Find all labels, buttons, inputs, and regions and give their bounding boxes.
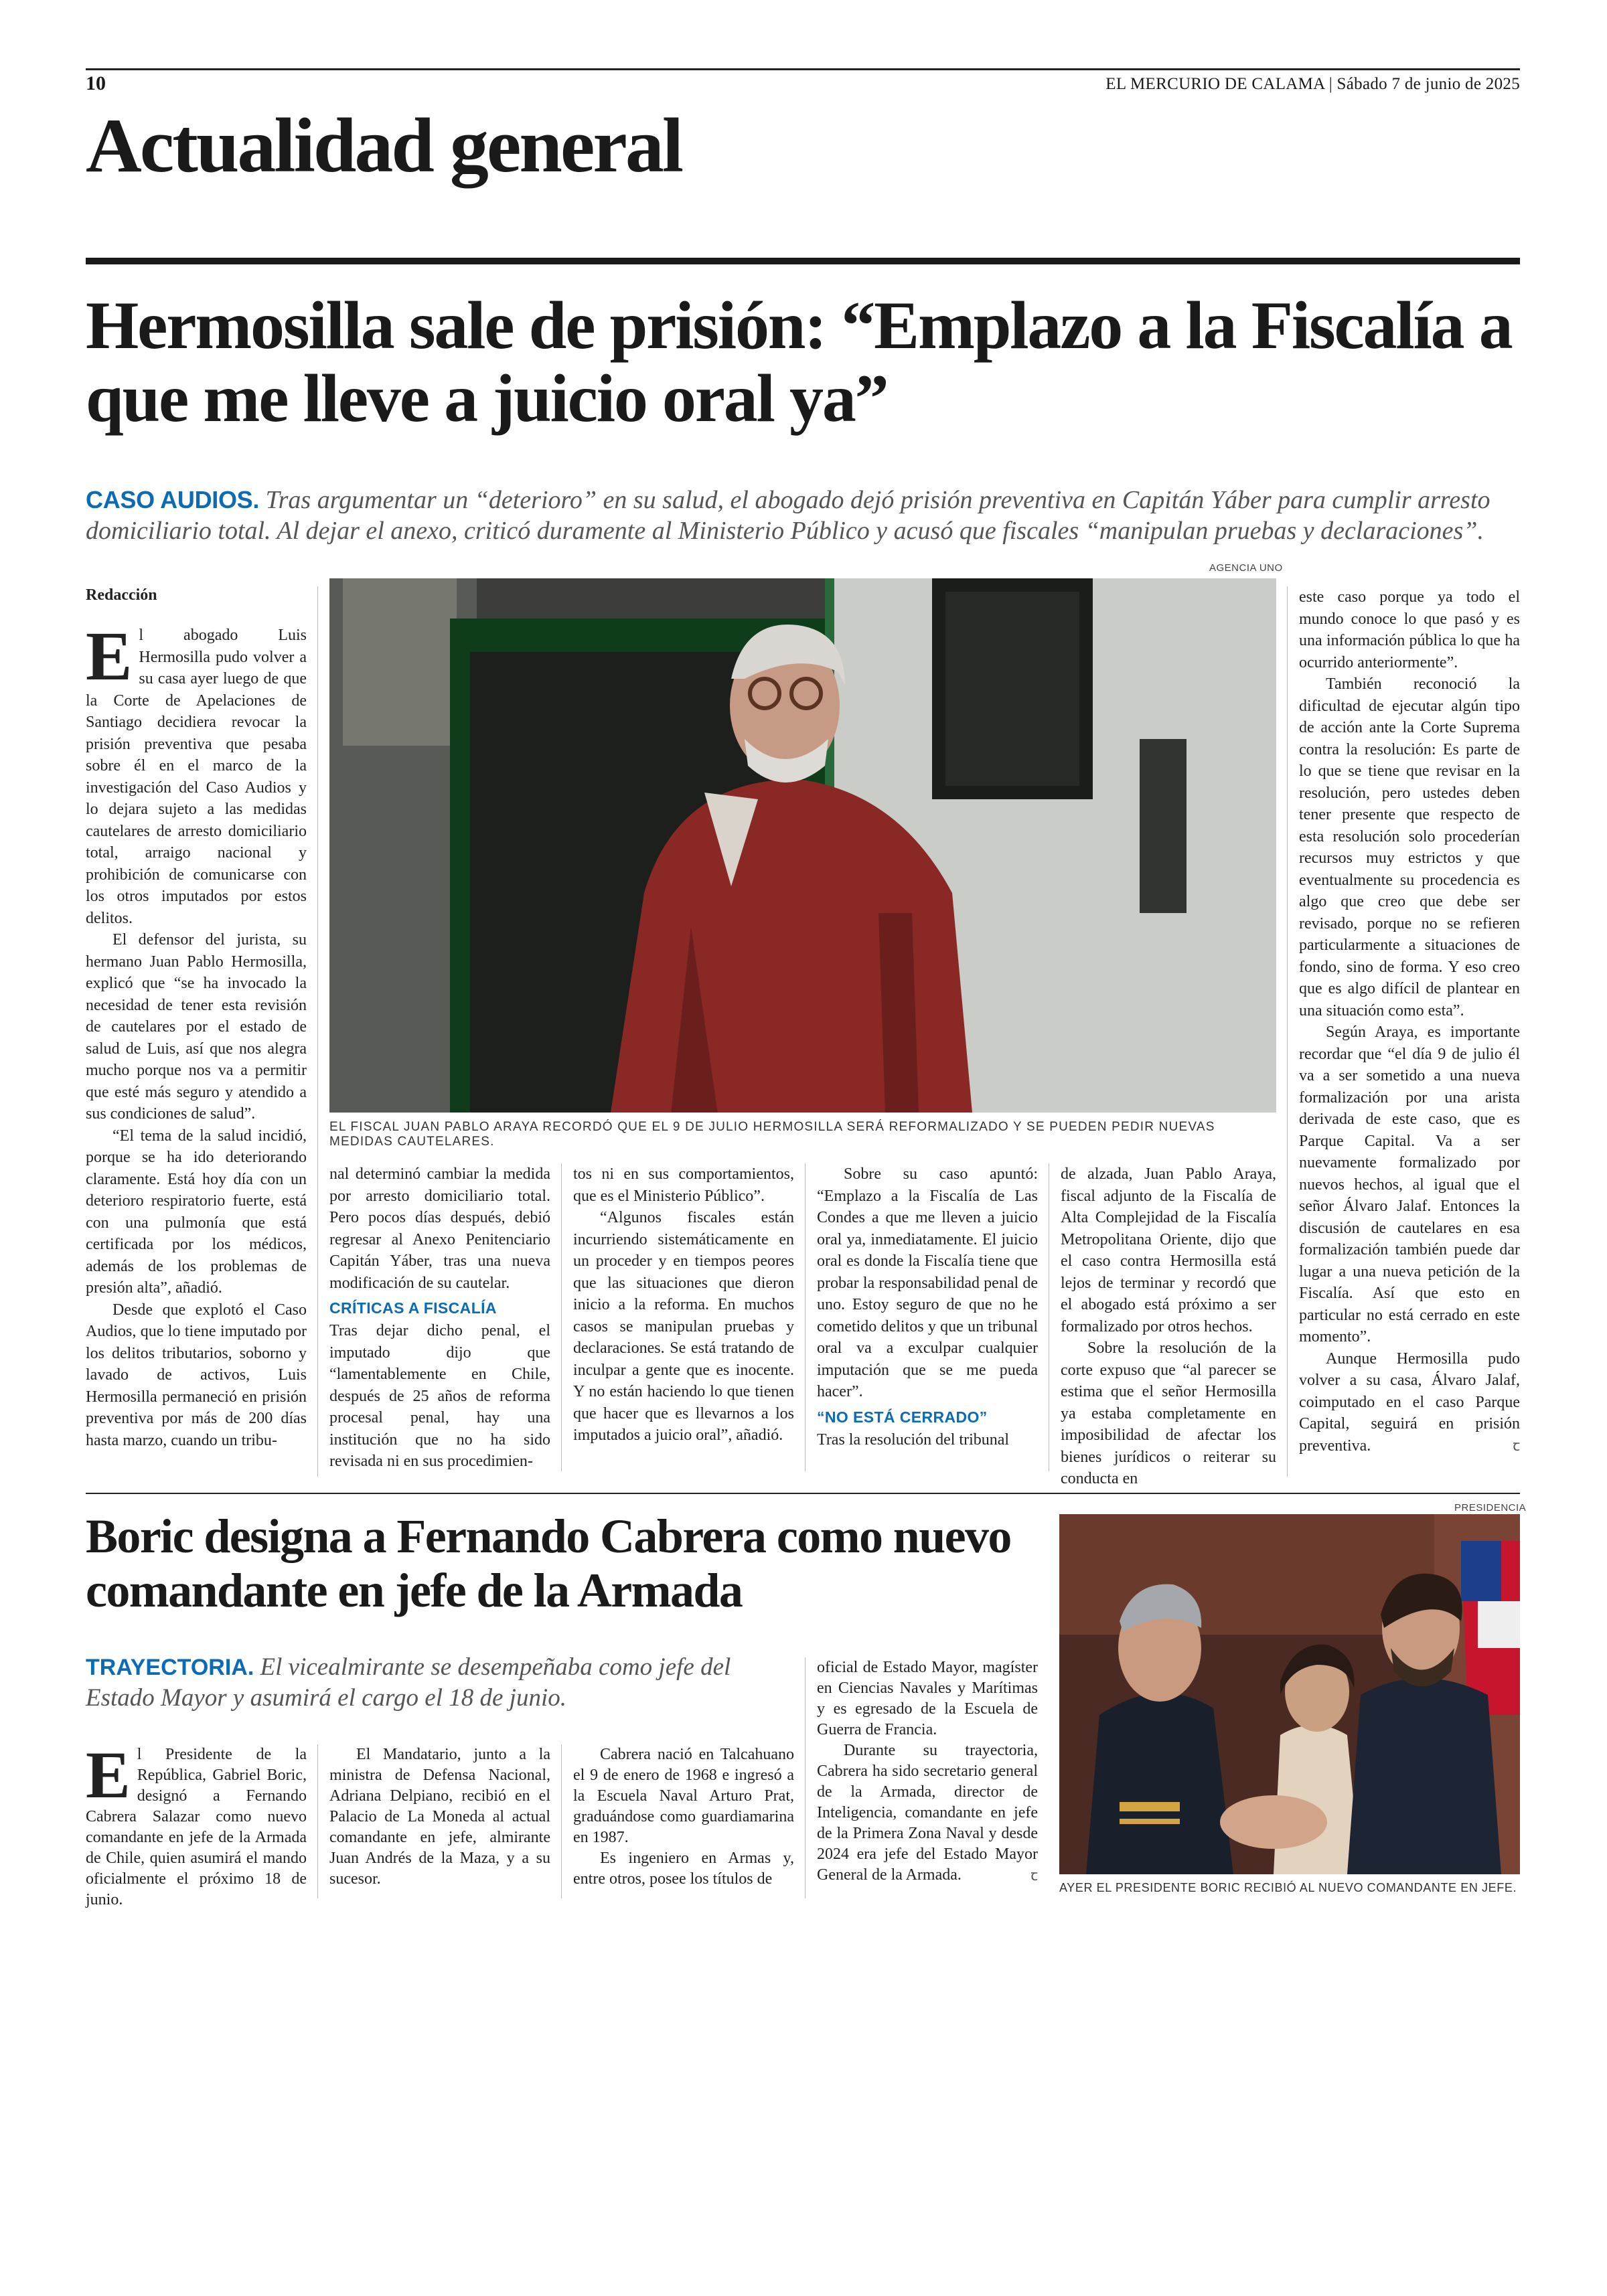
article-1-paragraph: “El tema de la salud incidió, porque se ha ido deteriorando claramente. Está hoy día con un deterioro respiratorio fuerte, está con una pulmonía que está certificada por los médicos, además de los problemas de presión alta”, añadió. xyxy=(86,1127,307,1297)
subhead-no-esta-cerrado: “NO ESTÁ CERRADO” xyxy=(817,1408,988,1426)
column-separator xyxy=(805,1657,806,1898)
article-2-photo xyxy=(1059,1514,1520,1874)
drop-cap: E xyxy=(86,618,133,695)
article-2-paragraph: Cabrera nació en Talcahuano el 9 de enero de 1968 e ingresó a la Escuela Naval Arturo Prat, graduándose como guardiamarina en 1987. xyxy=(573,1746,794,1846)
article-1-column-4 xyxy=(817,1163,1038,1451)
article-1-paragraph: También reconoció la dificultad de ejecutar algún tipo de acción ante la Corte Suprema contra la resolución: Es parte de lo que se tiene que revisar en la resolución, pero ustedes deben tener presente que respecto de esta resolución solo procederían recursos muy estrictos y que eventualmente su procedencia es algo que creo que debe ser revisado, porque no se refieren particularmente a situaciones de fondo, sino de forma. Y eso creo que es algo difícil de plantear en una situación como esta”. xyxy=(1299,675,1520,1019)
column-separator xyxy=(1287,586,1288,1477)
article-1-column-3 xyxy=(573,1163,794,1447)
column-separator xyxy=(805,1163,806,1471)
article-2-column-2 xyxy=(329,1744,550,1890)
article-1-paragraph: tos ni en sus comportamientos, que es el Ministerio Público”. xyxy=(573,1165,794,1205)
column-separator xyxy=(317,1744,318,1898)
column-separator xyxy=(561,1744,562,1898)
article-2-column-4 xyxy=(817,1657,1038,1886)
header-rule xyxy=(86,68,1520,70)
article-1-paragraph: Desde que explotó el Caso Audios, que lo tiene imputado por los delitos tributarios, soborno y lavado de activos, Luis Hermosilla permaneció en prisión preventiva por más de 200 días hasta marzo, cuando un tribu- xyxy=(86,1301,307,1449)
article-2-paragraph: Durante su trayectoria, Cabrera ha sido secretario general de la Armada, director de Inteligencia, comandante en jefe de la Primera Zona Naval y desde 2024 era jefe del Estado Mayor General de la Armada. ꞇ xyxy=(817,1740,1038,1886)
article-1-paragraph: Tras dejar dicho penal, el imputado dijo que “lamentablemente en Chile, después de 25 años de reforma procesal penal, hay una institución que no ha sido revisada ni en sus procedimien- xyxy=(329,1322,550,1470)
article-1-headline: Hermosilla sale de prisión: “Emplazo a la Fiscalía a que me lleve a juicio oral ya” xyxy=(86,288,1512,437)
article-1-photo xyxy=(329,578,1276,1113)
photo-2-caption: AYER EL PRESIDENTE BORIC RECIBIÓ AL NUEVO COMANDANTE EN JEFE. xyxy=(1059,1881,1517,1894)
photo-1-caption: EL FISCAL JUAN PABLO ARAYA RECORDÓ QUE EL 9 DE JULIO HERMOSILLA SERÁ REFORMALIZADO Y SE PUEDEN PEDIR NUEVAS MEDIDAS CAUTELARES. xyxy=(329,1120,1215,1149)
column-separator xyxy=(561,1163,562,1471)
hermosilla-photo-illustration xyxy=(329,578,1276,1113)
article-1-deck-text: Tras argumentar un “deterioro” en su salud, el abogado dejó prisión preventiva en Capitán Yáber para cumplir arresto domiciliario total. Al dejar el anexo, criticó duramente al Ministerio Público y acusó que fiscales “manipulan pruebas y declaraciones”. xyxy=(86,486,1490,545)
article-1-paragraph: Según Araya, es importante recordar que “el día 9 de julio él va a ser sometido a una nueva formalización por una arista derivada de este caso, que es Parque Capital. Va a ser nuevamente formalizado por nuevos hechos, al igual que el señor Álvaro Jalaf. Entonces la discusión de cautelares en esa formalización también puede dar lugar a una nueva petición de la Fiscalía. Así que esto en particular no está cerrado en este momento”. xyxy=(1299,1023,1520,1345)
article-2-paragraph: oficial de Estado Mayor, magíster en Ciencias Navales y Marítimas y es egresado de la Escuela de Guerra de Francia. xyxy=(817,1659,1038,1738)
column-separator xyxy=(317,586,318,1477)
section-rule xyxy=(86,258,1520,264)
article-2-kicker: TRAYECTORIA. xyxy=(86,1655,254,1680)
photo-2-credit: PRESIDENCIA xyxy=(1454,1502,1527,1513)
article-1-column-6 xyxy=(1299,586,1520,1457)
page-number: 10 xyxy=(86,72,106,94)
article-1-paragraph: este caso porque ya todo el mundo conoce lo que pasó y es una información pública lo que ha ocurrido anteriormente”. xyxy=(1299,588,1520,671)
article-1-paragraph: El abogado Luis Hermosilla pudo volver a su casa ayer luego de que la Corte de Apelaciones de Santiago decidiera revocar la prisión preventiva que pesaba sobre él en el marco de la investigación del Caso Audios y lo dejara sujeto a las medidas cautelares de arresto domiciliario total, arraigo nacional y prohibición de comunicarse con los otros imputados por estos delitos. xyxy=(86,618,307,927)
article-1-column-2 xyxy=(329,1163,550,1473)
boric-cabrera-photo-illustration xyxy=(1059,1514,1520,1874)
end-mark-icon: ꞇ xyxy=(1030,1867,1038,1884)
article-1-column-5 xyxy=(1061,1163,1276,1490)
article-1-paragraph: Sobre la resolución de la corte expuso que “al parecer se estima que el señor Hermosilla ya estaba completamente en imposibilidad de afectar los bienes jurídicos o reiterar su conducta en xyxy=(1061,1339,1276,1487)
article-2-paragraph: Es ingeniero en Armas y, entre otros, posee los títulos de xyxy=(573,1850,794,1888)
drop-cap: E xyxy=(86,1738,131,1812)
article-2-deck-text: El vicealmirante se desempeñaba como jefe del Estado Mayor y asumirá el cargo el 18 de junio. xyxy=(86,1653,731,1712)
byline: Redacción xyxy=(86,586,157,604)
article-2-headline: Boric designa a Fernando Cabrera como nuevo comandante en jefe de la Armada xyxy=(86,1509,1011,1617)
masthead: EL MERCURIO DE CALAMA | Sábado 7 de junio de 2025 xyxy=(1105,75,1520,93)
article-2-column-1 xyxy=(86,1738,307,1910)
article-2-deck xyxy=(86,1652,789,1714)
article-1-paragraph: Aunque Hermosilla pudo volver a su casa, Álvaro Jalaf, coimputado en el caso Parque Capital, seguirá en prisión preventiva. ꞇ xyxy=(1299,1348,1520,1457)
article-2-paragraph: El Presidente de la República, Gabriel Boric, designó a Fernando Cabrera Salazar como nuevo comandante en jefe de la Armada de Chile, quien asumirá el mando oficialmente el próximo 18 de junio. xyxy=(86,1738,307,1908)
article-2-paragraph: El Mandatario, junto a la ministra de Defensa Nacional, Adriana Delpiano, recibió en el Palacio de La Moneda al actual comandante en jefe, almirante Juan Andrés de la Maza, y a su sucesor. xyxy=(329,1746,550,1888)
article-1-kicker: CASO AUDIOS. xyxy=(86,486,260,513)
article-2-column-3 xyxy=(573,1744,794,1890)
end-mark-icon: ꞇ xyxy=(1513,1437,1520,1454)
article-1-deck xyxy=(86,485,1520,546)
article-1-paragraph: Sobre su caso apuntó: “Emplazo a la Fiscalía de Las Condes a que me lleven a juicio oral ya, inmediatamente. El juicio oral es donde la Fiscalía tiene que probar la responsabilidad penal de uno. Estoy seguro de que no he cometido delitos y que un tribunal oral va a exculpar cualquier imputación que se me pueda hacer”. xyxy=(817,1165,1038,1400)
photo-1-credit: AGENCIA UNO xyxy=(1209,562,1283,574)
article-1-paragraph: Tras la resolución del tribunal xyxy=(817,1430,1010,1449)
subhead-criticas: CRÍTICAS A FISCALÍA xyxy=(329,1299,497,1317)
article-1-paragraph: nal determinó cambiar la medida por arresto domiciliario total. Pero pocos días después, debió regresar al Anexo Penitenciario Capitán Yáber, tras una nueva modificación de su cautelar. xyxy=(329,1165,550,1292)
article-1-paragraph: de alzada, Juan Pablo Araya, fiscal adjunto de la Fiscalía de Alta Complejidad de la Fiscalía Metropolitana Oriente, dijo que el caso contra Hermosilla está lejos de terminar y recordó que el abogado está próximo a ser formalizado por otros hechos. xyxy=(1061,1165,1276,1335)
section-title: Actualidad general xyxy=(86,103,682,189)
article-1-column-1 xyxy=(86,586,307,1451)
article-1-paragraph: El defensor del jurista, su hermano Juan Pablo Hermosilla, explicó que “se ha invocado la necesidad de tener esta revisión de cautelares por el estado de salud de Luis, así que nos alegra mucho porque nos va a permitir que esté más seguro y atendido a sus condiciones de salud”. xyxy=(86,931,307,1123)
article-1-paragraph: “Algunos fiscales están incurriendo sistemáticamente en un proceder y en tiempos peores que las situaciones que dieron inicio a la reforma. En muchos casos se manipulan pruebas y declaraciones. Se está tratando de inculpar a gente que es inocente. Y no están haciendo lo que tienen que hacer que es llevarnos a los imputados a juicio oral”, añadió. xyxy=(573,1209,794,1444)
article-divider xyxy=(86,1493,1520,1494)
